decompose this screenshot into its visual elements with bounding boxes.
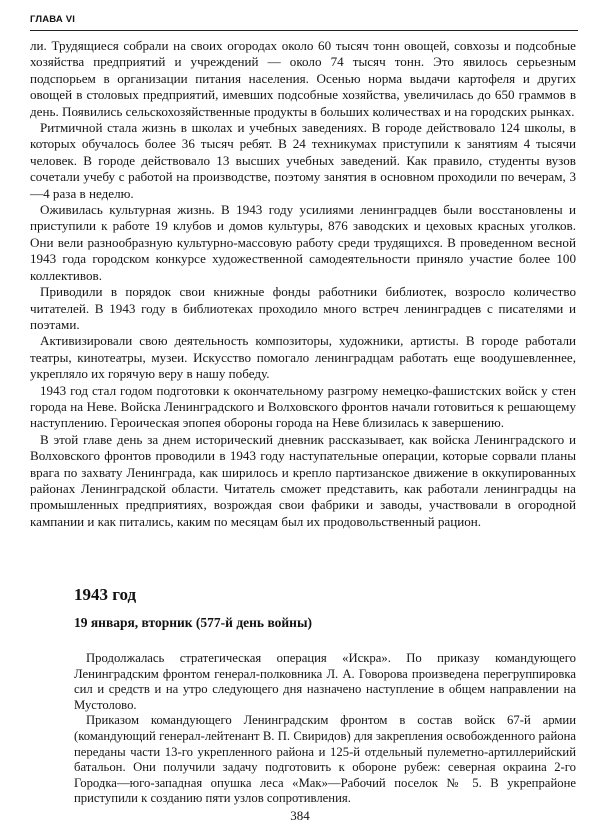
- intro-paragraph: ли. Трудящиеся собрали на своих огородах около 60 тысяч тонн овощей, совхозы и подсобные хозяйства предприятий и учреждений — около 74 тысяч тонн. Это явилось серьезным подспорьем в организации питания населения. Осенью норма выдачи картофеля и других овощей в столовых предприятий, имевших подсобные хозяйства, увеличилась до 650 граммов в день. Появились сельскохозяйственные продукты в больших количествах и на городских рынках.: [30, 38, 576, 119]
- entry-paragraph: Приказом командующего Ленинградским фронтом в состав войск 67-й армии (командующий генерал-лейтенант В. П. Свиридов) для закрепления освобожденного района переданы части 13-го укрепленного района и 125-й отдельный пулеметно-артиллерийский батальон. Они получили задачу подготовить к обороне рубеж: северная окраина 2-го Городка—юго-западная опушка леса «Мак»—Рабочий поселок № 5. В укрепрайоне приступили к созданию пяти узлов сопротивления.: [74, 713, 576, 806]
- intro-paragraph: 1943 год стал годом подготовки к окончательному разгрому немецко-фашистских войск у стен города на Неве. Войска Ленинградского и Волховского фронтов начали готовиться к решающему наступлению. Героическая эпопея обороны города на Неве близилась к завершению.: [30, 382, 576, 431]
- header-rule: [30, 30, 578, 31]
- year-heading: 1943 год: [74, 585, 137, 604]
- intro-paragraph: Ритмичной стала жизнь в школах и учебных заведениях. В городе действовало 124 школы, в которых обучалось более 36 тысяч ребят. В 24 техникумах приступили к занятиям 4 тысячи человек. В городе действовало 13 высших учебных заведений. Как правило, студенты вузов сочетали учебу с работой на производстве, поэтому занятия в основном проходили по вечерам, 3—4 раза в неделю.: [30, 120, 576, 201]
- date-heading: 19 января, вторник (577-й день войны): [74, 615, 312, 630]
- intro-paragraph: Приводили в порядок свои книжные фонды работники библиотек, возросло количество читателей. В 1943 году в библиотеках проходило много встреч ленинградцев с писателями и поэтами.: [30, 284, 576, 332]
- diary-entry-text: [74, 651, 576, 807]
- entry-paragraph: Продолжалась стратегическая операция «Искра». По приказу командующего Ленинградским фронтом генерал-полковника Л. А. Говорова произведена перегруппировка сил и средств и на утро следующего дня назначено наступление в общем направлении на Мустолово.: [74, 651, 576, 712]
- running-head: ГЛАВА VI: [30, 14, 76, 25]
- intro-paragraph: Оживилась культурная жизнь. В 1943 году усилиями ленинградцев были восстановлены и приступили к работе 19 клубов и домов культуры, 876 заводских и цеховых красных уголков. Они вели разнообразную культурно-массовую работу среди трудящихся. В проведенном весной 1943 года городском конкурсе художественной самодеятельности приняло участие более 100 коллективов.: [30, 202, 576, 283]
- intro-paragraph: Активизировали свою деятельность композиторы, художники, артисты. В городе работали театры, кинотеатры, музеи. Искусство помогало ленинградцам работать еще воодушевленнее, укрепляло их горячую веру в нашу победу.: [30, 333, 576, 382]
- intro-paragraph: В этой главе день за днем исторический дневник рассказывает, как войска Ленинградского и Волховского фронтов проводили в 1943 году наступательные операции, которые сорвали планы врага по захвату Ленинграда, как ширилось и крепло партизанское движение в оккупированных районах Ленинградской области. Читатель сможет представить, как работали ленинградцы на промышленных предприятиях, возрождая свои фабрики и заводы, участвовали в огородной кампании и как питались, каким по месяцам был их продовольственный рацион.: [30, 431, 576, 529]
- page-number: 384: [290, 808, 310, 823]
- chapter-intro-text: [30, 38, 576, 530]
